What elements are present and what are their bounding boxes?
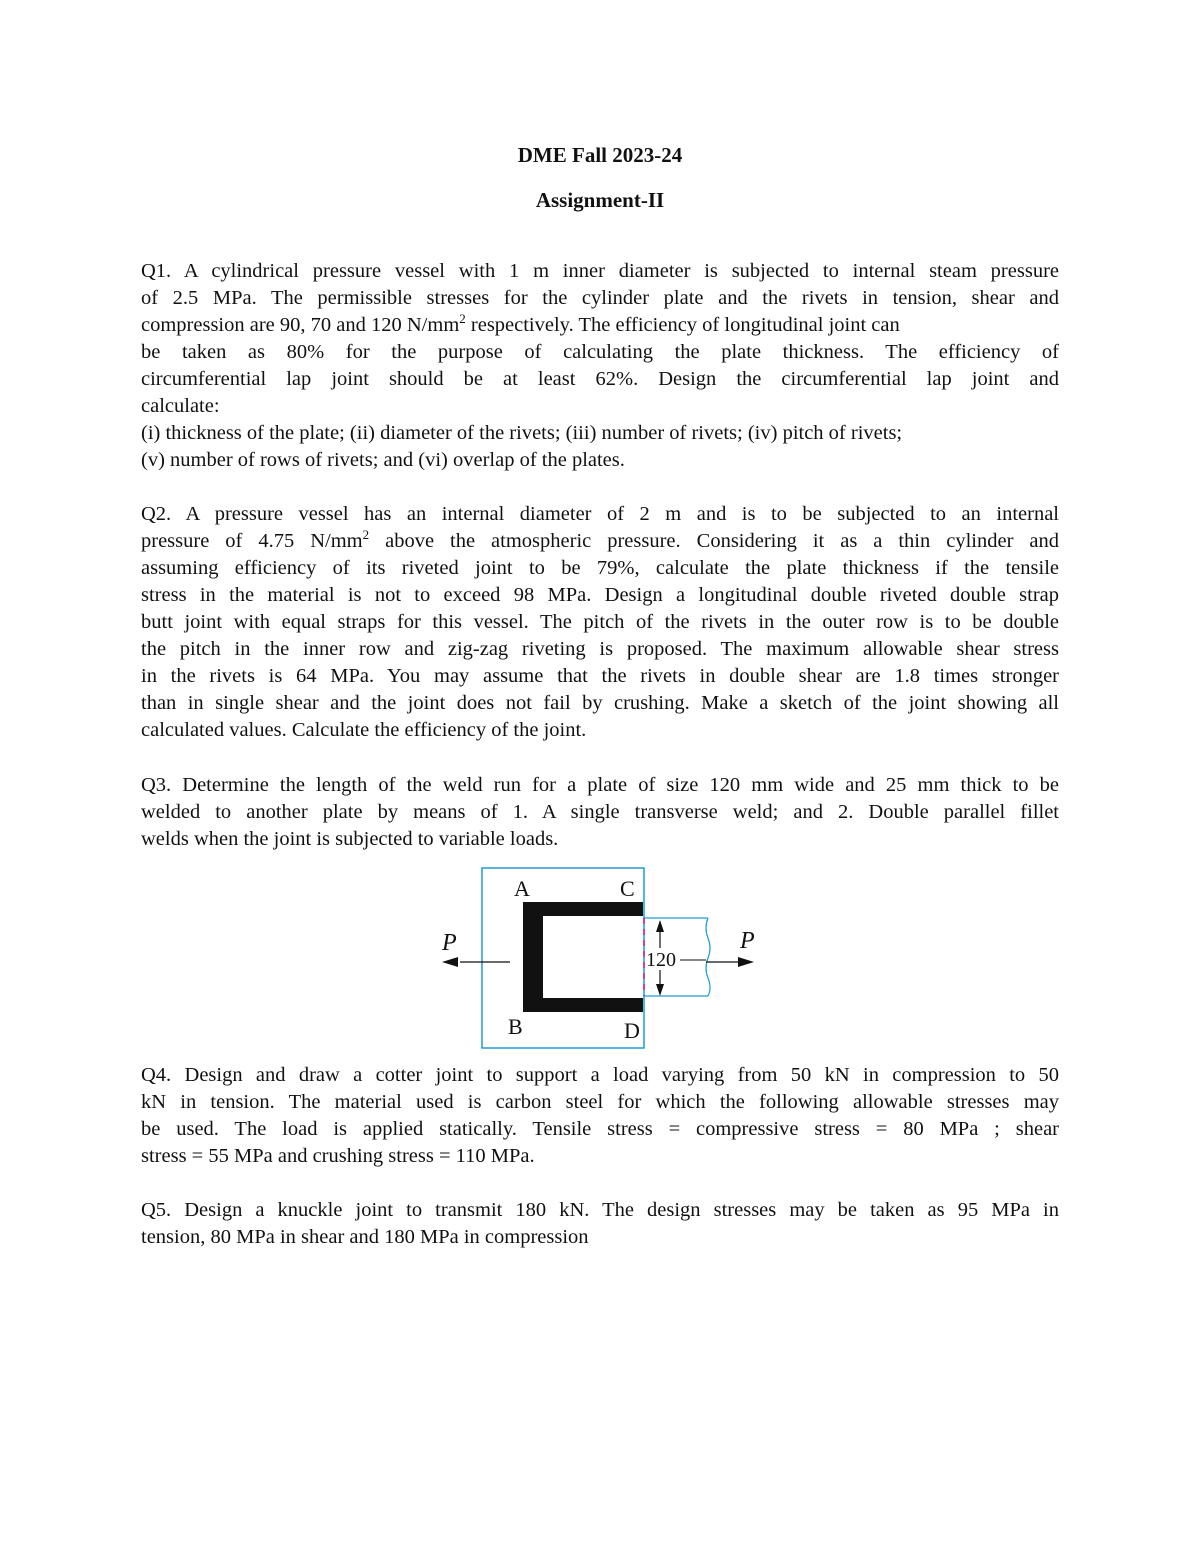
question-2-line: butt joint with equal straps for this vessel. The pitch of the rivets in the outer row is to be double <box>141 611 1059 633</box>
weld-diagram <box>430 866 770 1052</box>
load-label-left: P <box>442 930 457 956</box>
question-5 <box>141 1197 1059 1251</box>
question-2-line: in the rivets is 64 MPa. You may assume that the rivets in double shear are 1.8 times stronger <box>141 665 1059 687</box>
question-1-line: calculate: <box>141 395 220 417</box>
question-1-line: (i) thickness of the plate; (ii) diameter of the rivets; (iii) number of rivets; (iv) pitch of rivets; <box>141 422 903 444</box>
corner-label-a: A <box>514 876 530 901</box>
question-2 <box>141 501 1059 744</box>
superscript: 2 <box>459 311 466 327</box>
question-1-line: Q1. A cylindrical pressure vessel with 1 m inner diameter is subjected to internal steam pressure <box>141 260 1059 282</box>
question-1-line <box>141 312 1059 339</box>
question-3-line: welds when the joint is subjected to variable loads. <box>141 828 559 850</box>
question-5-line: tension, 80 MPa in shear and 180 MPa in compression <box>141 1226 589 1248</box>
dimension-label: 120 <box>646 949 676 971</box>
question-1-line: of 2.5 MPa. The permissible stresses for the cylinder plate and the rivets in tension, shear and <box>141 287 1059 309</box>
question-4-line: Q4. Design and draw a cotter joint to support a load varying from 50 kN in compression to 50 <box>141 1064 1059 1086</box>
question-1 <box>141 258 1059 474</box>
corner-label-b: B <box>508 1014 523 1039</box>
question-2-line: assuming efficiency of its riveted joint to be 79%, calculate the plate thickness if the tensile <box>141 557 1059 579</box>
course-title: DME Fall 2023-24 <box>517 143 683 167</box>
question-2-text: pressure of 4.75 N/mm <box>141 530 363 552</box>
question-3-line: welded to another plate by means of 1. A single transverse weld; and 2. Double parallel fillet <box>141 801 1059 823</box>
weld-left <box>523 902 543 1012</box>
question-3-line: Q3. Determine the length of the weld run for a plate of size 120 mm wide and 25 mm thick to be <box>141 774 1059 796</box>
weld-bottom <box>523 998 643 1012</box>
question-1-text: respectively. The efficiency of longitudinal joint can <box>465 314 900 336</box>
dim-arrow-up-icon <box>656 920 664 932</box>
question-2-text: above the atmospheric pressure. Considering it as a thin cylinder and <box>369 530 1059 552</box>
question-1-line: be taken as 80% for the purpose of calculating the plate thickness. The efficiency of <box>141 341 1059 363</box>
question-2-line <box>141 528 1059 555</box>
question-1-line: circumferential lap joint should be at least 62%. Design the circumferential lap joint and <box>141 368 1059 390</box>
load-arrow-right-icon <box>738 957 754 967</box>
dim-arrow-down-icon <box>656 984 664 996</box>
question-2-line: calculated values. Calculate the efficiency of the joint. <box>141 719 587 741</box>
superscript: 2 <box>362 527 370 543</box>
question-2-line: stress in the material is not to exceed 98 MPa. Design a longitudinal double riveted double strap <box>141 584 1059 606</box>
question-2-line: than in single shear and the joint does not fail by crushing. Make a sketch of the joint showing all <box>141 692 1059 714</box>
question-1-text: compression are 90, 70 and 120 N/mm <box>141 314 460 336</box>
assignment-title: Assignment-II <box>535 188 665 212</box>
load-arrow-left-icon <box>442 957 458 967</box>
question-1-line: (v) number of rows of rivets; and (vi) overlap of the plates. <box>141 449 625 471</box>
question-4-line: be used. The load is applied statically. Tensile stress = compressive stress = 80 MPa ; shear <box>141 1118 1059 1140</box>
load-label-right: P <box>740 928 755 954</box>
question-5-line: Q5. Design a knuckle joint to transmit 180 kN. The design stresses may be taken as 95 MPa in <box>141 1199 1059 1221</box>
question-4 <box>141 1062 1059 1170</box>
question-2-line: Q2. A pressure vessel has an internal diameter of 2 m and is to be subjected to an internal <box>141 503 1059 525</box>
question-2-line: the pitch in the inner row and zig-zag riveting is proposed. The maximum allowable shear stress <box>141 638 1059 660</box>
corner-label-c: C <box>620 876 635 901</box>
break-line <box>706 918 710 996</box>
question-4-line: kN in tension. The material used is carbon steel for which the following allowable stresses may <box>141 1091 1059 1113</box>
corner-label-d: D <box>624 1018 640 1043</box>
weld-figure <box>430 866 770 1052</box>
question-3 <box>141 772 1059 853</box>
question-4-line: stress = 55 MPa and crushing stress = 110 MPa. <box>141 1145 535 1167</box>
